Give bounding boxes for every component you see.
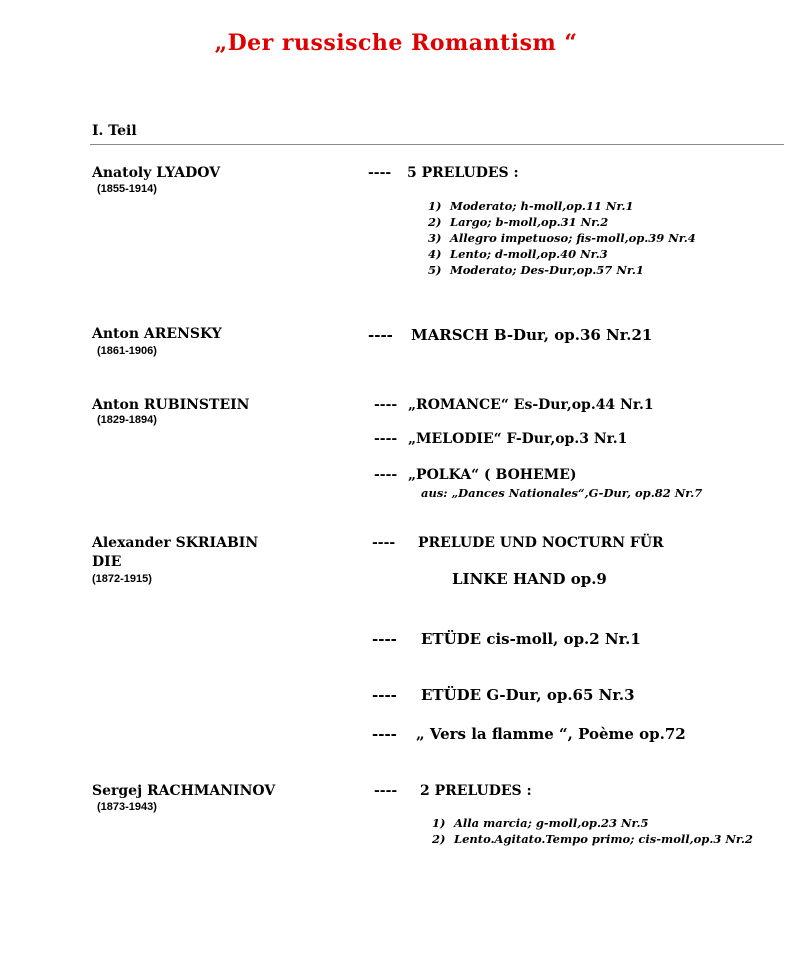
composer-years-rubinstein: (1829-1894) <box>97 414 157 426</box>
composer-years-lyadov: (1855-1914) <box>97 183 157 195</box>
work-title: PRELUDE UND NOCTURN FÜR <box>418 535 664 551</box>
work-skriabin-etude-g <box>372 686 635 704</box>
work-title: „ROMANCE“ Es-Dur,op.44 Nr.1 <box>408 397 654 413</box>
composer-name-skriabin: Alexander SKRIABIN <box>92 535 259 551</box>
work-arensky-marsch <box>368 326 652 344</box>
work-skriabin-prelude-nocturn <box>372 535 664 551</box>
work-skriabin-etude-cis <box>372 630 641 648</box>
item-text: Alla marcia; g-moll,op.23 Nr.5 <box>454 816 649 830</box>
work-rubinstein-melodie <box>374 431 627 447</box>
item-text: Lento.Agitato.Tempo primo; cis-moll,op.3 Nr.2 <box>454 832 753 846</box>
list-item <box>428 198 696 214</box>
divider <box>90 144 784 145</box>
composer-name-lyadov: Anatoly LYADOV <box>92 165 221 181</box>
work-lyadov-preludes <box>368 165 519 181</box>
work-title: „ Vers la flamme “, Poème op.72 <box>416 725 686 743</box>
work-title: 2 PRELUDES : <box>420 783 532 799</box>
prelude-list-rachmaninov <box>432 815 753 847</box>
list-item <box>432 815 753 831</box>
part-heading: I. Teil <box>92 123 137 139</box>
composer-years-arensky: (1861-1906) <box>97 345 157 357</box>
composer-name-rachmaninov: Sergej RACHMANINOV <box>92 783 276 799</box>
item-number: 1) <box>428 199 442 213</box>
work-rubinstein-polka <box>374 467 577 483</box>
work-rachmaninov-preludes <box>374 783 532 799</box>
dash: ---- <box>372 535 396 551</box>
work-rubinstein-romance <box>374 397 654 413</box>
list-item <box>428 230 696 246</box>
composer-name-arensky: Anton ARENSKY <box>92 326 222 342</box>
item-text: Moderato; Des-Dur,op.57 Nr.1 <box>450 263 644 277</box>
dash: ---- <box>374 397 398 413</box>
item-number: 2) <box>432 832 446 846</box>
list-item <box>428 214 696 230</box>
dash: ---- <box>368 326 393 344</box>
item-text: Moderato; h-moll,op.11 Nr.1 <box>450 199 634 213</box>
work-title: 5 PRELUDES : <box>407 165 519 181</box>
list-item <box>428 246 696 262</box>
list-item <box>432 831 753 847</box>
composer-years-rachmaninov: (1873-1943) <box>97 801 157 813</box>
item-number: 5) <box>428 263 442 277</box>
work-title: ETÜDE cis-moll, op.2 Nr.1 <box>421 630 641 648</box>
composer-years-skriabin: (1872-1915) <box>92 573 152 585</box>
page-title: „Der russische Romantism “ <box>214 30 578 56</box>
dash: ---- <box>374 431 398 447</box>
item-text: Largo; b-moll,op.31 Nr.2 <box>450 215 609 229</box>
work-rubinstein-source: aus: „Dances Nationales“,G-Dur, op.82 Nr.7 <box>421 486 703 500</box>
work-title: MARSCH B-Dur, op.36 Nr.21 <box>411 326 653 344</box>
item-text: Allegro impetuoso; fis-moll,op.39 Nr.4 <box>450 231 696 245</box>
work-title: „POLKA“ ( BOHEME) <box>408 467 577 483</box>
item-number: 2) <box>428 215 442 229</box>
work-title: ETÜDE G-Dur, op.65 Nr.3 <box>421 686 635 704</box>
work-skriabin-vers-la-flamme <box>372 725 686 743</box>
item-number: 3) <box>428 231 442 245</box>
composer-name-skriabin-line2: DIE <box>92 554 122 570</box>
item-number: 4) <box>428 247 442 261</box>
dash: ---- <box>374 783 398 799</box>
dash: ---- <box>374 467 398 483</box>
item-text: Lento; d-moll,op.40 Nr.3 <box>450 247 608 261</box>
item-number: 1) <box>432 816 446 830</box>
list-item <box>428 262 696 278</box>
prelude-list-lyadov <box>428 198 696 278</box>
work-title: „MELODIE“ F-Dur,op.3 Nr.1 <box>408 431 628 447</box>
dash: ---- <box>372 725 397 743</box>
composer-name-rubinstein: Anton RUBINSTEIN <box>92 397 250 413</box>
work-skriabin-prelude-nocturn-line2: LINKE HAND op.9 <box>452 570 607 588</box>
dash: ---- <box>372 630 397 648</box>
dash: ---- <box>368 165 392 181</box>
dash: ---- <box>372 686 397 704</box>
